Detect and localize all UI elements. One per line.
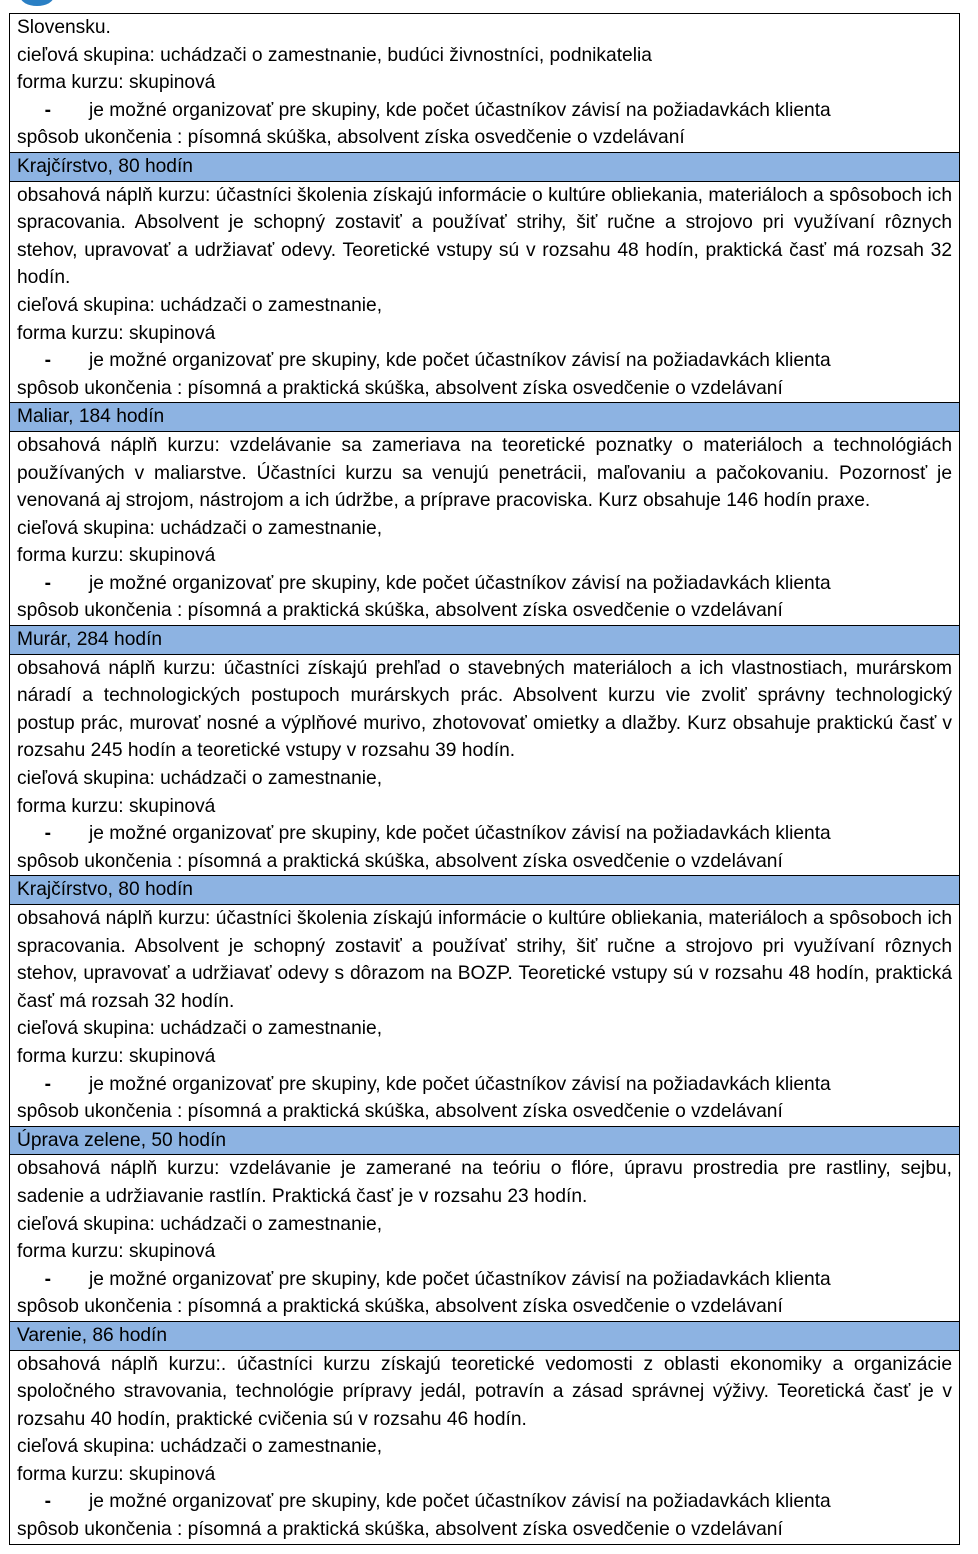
course-title: Krajčírstvo, 80 hodín	[10, 876, 960, 905]
bullet-item	[17, 1266, 952, 1294]
course-table	[9, 13, 960, 1545]
course-body-row	[10, 431, 960, 625]
bullet-item	[17, 1071, 952, 1099]
course-form: forma kurzu: skupinová	[17, 322, 216, 344]
dash-bullet: -	[44, 572, 51, 594]
course-content: obsahová náplň kurzu: účastníci získajú prehľad o stavebných materiáloch a ich vlastnostiach, murárskom náradí a technologických postupoch murárskych prác. Absolvent kurzu vie zvoliť správny technologický postup prác, murovať nosné a výplňové murivo, zhotovovať omietky a dlažby. Kurz obsahuje praktickú časť v rozsahu 245 hodín a teoretické vstupy v rozsahu 39 hodín.	[17, 657, 952, 762]
completion-method: spôsob ukončenia : písomná a praktická skúška, absolvent získa osvedčenie o vzdelávaní	[17, 850, 783, 872]
course-body-row	[10, 1155, 960, 1322]
course-body	[10, 654, 960, 876]
bullet-text: je možné organizovať pre skupiny, kde počet účastníkov závisí na požiadavkách klienta	[89, 350, 831, 372]
dash-bullet: -	[44, 99, 51, 121]
course-form: forma kurzu: skupinová	[17, 1463, 216, 1485]
course-body	[10, 431, 960, 625]
course-body-row	[10, 905, 960, 1127]
course-title: Krajčírstvo, 80 hodín	[10, 152, 960, 181]
bullet-text: je možné organizovať pre skupiny, kde počet účastníkov závisí na požiadavkách klienta	[89, 1073, 831, 1095]
course-header-row	[10, 626, 960, 655]
course-header-row	[10, 1126, 960, 1155]
course-body	[10, 905, 960, 1127]
bullet-item	[17, 347, 952, 375]
dash-bullet: -	[44, 1491, 51, 1513]
bullet-text: je možné organizovať pre skupiny, kde počet účastníkov závisí na požiadavkách klienta	[89, 572, 831, 594]
course-title: Murár, 284 hodín	[10, 626, 960, 655]
course-form: forma kurzu: skupinová	[17, 1045, 216, 1067]
completion-method: spôsob ukončenia : písomná a praktická skúška, absolvent získa osvedčenie o vzdelávaní	[17, 600, 783, 622]
intro-cell	[10, 14, 960, 153]
dash-bullet: -	[44, 823, 51, 845]
course-content: obsahová náplň kurzu: vzdelávanie je zamerané na teóriu o flóre, úpravu prostredia pre rastliny, sejbu, sadenie a udržiavanie rastlín. Praktická časť je v rozsahu 23 hodín.	[17, 1158, 952, 1207]
logo-icon	[20, 0, 54, 6]
completion-method: spôsob ukončenia : písomná a praktická skúška, absolvent získa osvedčenie o vzdelávaní	[17, 377, 783, 399]
intro-row	[10, 14, 960, 153]
course-header-row	[10, 1321, 960, 1350]
course-content: obsahová náplň kurzu:. účastníci kurzu získajú teoretické vedomosti z oblasti ekonomiky a organizácie spoločného stravovania, technológie prípravy jedál, potravín a zásad správnej výživy. Teoretická časť je v rozsahu 40 hodín, praktické cvičenia sú v rozsahu 46 hodín.	[17, 1353, 952, 1430]
bullet-item	[17, 97, 952, 125]
bullet-text: je možné organizovať pre skupiny, kde počet účastníkov závisí na požiadavkách klienta	[89, 1491, 831, 1513]
course-body	[10, 1350, 960, 1544]
course-body	[10, 181, 960, 403]
course-form: forma kurzu: skupinová	[17, 1241, 216, 1263]
target-group: cieľová skupina: uchádzači o zamestnanie,	[17, 1018, 383, 1040]
dash-bullet: -	[44, 1073, 51, 1095]
target-group: cieľová skupina: uchádzači o zamestnanie,	[17, 1213, 383, 1235]
course-body-row	[10, 1350, 960, 1544]
course-content: obsahová náplň kurzu: účastníci školenia získajú informácie o kultúre obliekania, materiáloch a spôsoboch ich spracovania. Absolvent je schopný zostaviť a používať strihy, šiť ručne a strojovo pri využívaní rôznych stehov, upravovať a udržiavať odevy. Teoretické vstupy sú v rozsahu 48 hodín, praktická časť má rozsah 32 hodín.	[17, 184, 952, 289]
completion-method: spôsob ukončenia : písomná skúška, absolvent získa osvedčenie o vzdelávaní	[17, 127, 685, 149]
course-header-row	[10, 403, 960, 432]
course-form: forma kurzu: skupinová	[17, 72, 216, 94]
course-title: Maliar, 184 hodín	[10, 403, 960, 432]
course-title: Varenie, 86 hodín	[10, 1321, 960, 1350]
target-group: cieľová skupina: uchádzači o zamestnanie,	[17, 517, 383, 539]
bullet-item	[17, 570, 952, 598]
course-form: forma kurzu: skupinová	[17, 545, 216, 567]
bullet-item	[17, 820, 952, 848]
course-header-row	[10, 152, 960, 181]
completion-method: spôsob ukončenia : písomná a praktická skúška, absolvent získa osvedčenie o vzdelávaní	[17, 1519, 783, 1541]
target-group: cieľová skupina: uchádzači o zamestnanie,	[17, 768, 383, 790]
target-group: cieľová skupina: uchádzači o zamestnanie,	[17, 1436, 383, 1458]
course-form: forma kurzu: skupinová	[17, 795, 216, 817]
completion-method: spôsob ukončenia : písomná a praktická skúška, absolvent získa osvedčenie o vzdelávaní	[17, 1101, 783, 1123]
course-content: obsahová náplň kurzu: účastníci školenia získajú informácie o kultúre obliekania, materiáloch a spôsoboch ich spracovania. Absolvent je schopný zostaviť a používať strihy, šiť ručne a strojovo pri využívaní rôznych stehov, upravovať a udržiavať odevy s dôrazom na BOZP. Teoretické vstupy sú v rozsahu 48 hodín, praktická časť má rozsah 32 hodín.	[17, 908, 952, 1012]
course-body-row	[10, 654, 960, 876]
bullet-text: je možné organizovať pre skupiny, kde počet účastníkov závisí na požiadavkách klienta	[89, 1268, 831, 1290]
course-title: Úprava zelene, 50 hodín	[10, 1126, 960, 1155]
intro-line: Slovensku.	[17, 17, 111, 38]
dash-bullet: -	[44, 350, 51, 372]
bullet-item	[17, 1488, 952, 1516]
dash-bullet: -	[44, 1268, 51, 1290]
bullet-text: je možné organizovať pre skupiny, kde počet účastníkov závisí na požiadavkách klienta	[89, 823, 831, 845]
course-body-row	[10, 181, 960, 403]
course-content: obsahová náplň kurzu: vzdelávanie sa zameriava na teoretické poznatky o materiáloch a technológiách používaných v maliarstve. Účastníci kurzu sa venujú penetrácii, maľovaniu a pačokovaniu. Pozornosť je venovaná aj strojom, nástrojom a ich údržbe, a príprave pracoviska. Kurz obsahuje 146 hodín praxe.	[17, 434, 952, 512]
target-group: cieľová skupina: uchádzači o zamestnanie,	[17, 294, 383, 316]
completion-method: spôsob ukončenia : písomná a praktická skúška, absolvent získa osvedčenie o vzdelávaní	[17, 1296, 783, 1318]
bullet-text: je možné organizovať pre skupiny, kde počet účastníkov závisí na požiadavkách klienta	[89, 99, 831, 121]
course-header-row	[10, 876, 960, 905]
course-body	[10, 1155, 960, 1322]
target-group: cieľová skupina: uchádzači o zamestnanie, budúci živnostníci, podnikatelia	[17, 44, 652, 66]
